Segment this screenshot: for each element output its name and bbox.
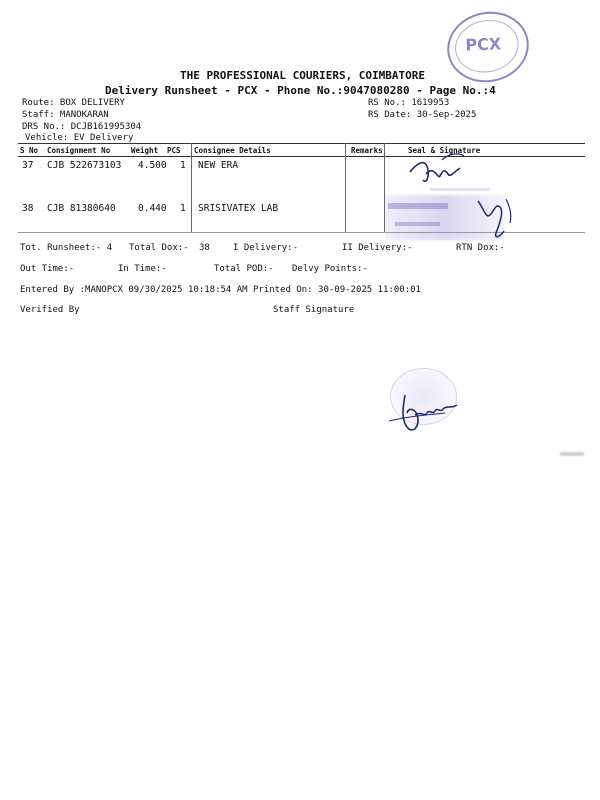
row-pcs: 1 [180,203,186,214]
company-name: THE PROFESSIONAL COURIERS, COIMBATORE [180,69,426,82]
rs-date: RS Date: 30-Sep-2025 [368,110,477,120]
row-signature [408,150,468,190]
row-weight: 4.500 [138,160,167,171]
stamp-text: PCX [465,34,502,55]
col-header-pcs: PCS [167,146,181,155]
row-sno: 38 [22,203,34,214]
total-dox-label: Total Dox:- [129,243,189,253]
row-sno: 37 [22,160,34,171]
row-pcs: 1 [180,160,186,171]
table-col-divider [345,143,346,232]
in-time-label: In Time:- [118,264,167,274]
stamp-line [388,203,448,209]
table-top-border [18,143,585,144]
out-time-label: Out Time:- [20,264,75,274]
vehicle-label: Vehicle: EV Delivery [25,133,134,143]
verified-by: Verified By [20,305,80,315]
drs-number: DRS No.: DCJB161995304 [22,122,142,132]
route-label: Route: BOX DELIVERY [22,98,125,108]
total-pod-label: Total POD:- [214,264,274,274]
i-delivery-label: I Delivery:- [233,243,299,253]
tot-runsheet: Tot. Runsheet:- 4 [20,243,113,253]
stamp-line [395,222,440,226]
row-consignment: CJB 522673103 [47,160,122,171]
ii-delivery-label: II Delivery:- [342,243,413,253]
entered-by: Entered By :MANOPCX 09/30/2025 10:18:54 AM [20,285,248,295]
staff-signature-label: Staff Signature [273,305,355,315]
col-header-remarks: Remarks [351,146,383,155]
col-header-seal-signature: Seal & Signature [408,146,481,155]
delvy-points-label: Delvy Points:- [292,264,368,274]
col-header-consignee: Consignee Details [194,146,271,155]
stamp-line [430,188,490,191]
pcx-stamp [441,4,536,90]
rs-number: RS No.: 1619953 [368,98,450,108]
row-consignment: CJB 81380640 [47,203,116,214]
staff-signature [385,385,465,445]
row-consignee: SRISIVATEX LAB [198,203,279,214]
table-col-divider [191,143,192,232]
table-header-border [18,156,585,157]
col-header-weight: Weight [131,146,159,155]
row-consignee: NEW ERA [198,160,239,171]
staff-label: Staff: MANOKARAN [22,110,109,120]
col-header-consignment: Consignment No [47,146,111,155]
runsheet-subtitle: Delivery Runsheet - PCX - Phone No.:9047080280 - Page No.:4 [105,84,496,97]
rtn-dox-label: RTN Dox:- [456,243,505,253]
row-signature [470,193,520,243]
printed-on: Printed On: 30-09-2025 11:00:01 [253,285,421,295]
total-dox-value: 38 [199,243,210,253]
col-header-sno: S No [20,146,39,155]
scan-speckle [560,452,584,456]
row-weight: 0.440 [138,203,167,214]
